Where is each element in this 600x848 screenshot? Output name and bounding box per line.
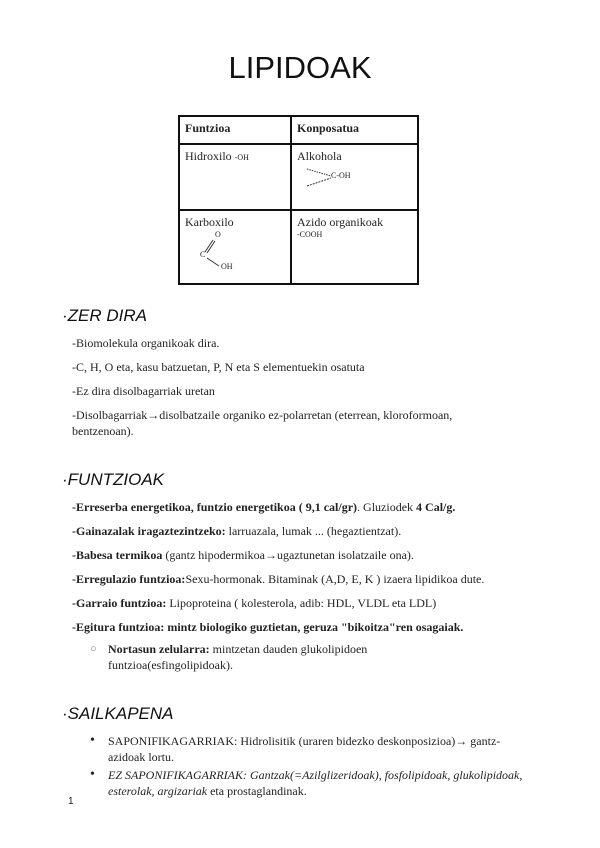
item-text: eta prostaglandinak. [207,784,307,798]
sub-list-item [90,641,408,673]
item-text: mintzetan dauden glukolipidoen funtzioa(esfingolipidoak). [108,642,368,672]
table-row [179,144,418,210]
item-bold: 4 Cal/g. [416,500,456,514]
section-sailkapena [0,703,600,799]
list-item [72,523,542,539]
table-cell [179,144,291,210]
formula: -COOH [297,230,323,239]
cell-text: Karboxilo [185,215,234,229]
heading-zer-dira: ·ZER DIRA [62,306,147,325]
header-konposatua: Konposatua [291,116,418,144]
page-number: 1 [68,796,74,807]
list-item: -C, H, O eta, kasu batzuetan, P, N eta S elementuekin osatuta [72,360,365,374]
item-text: SAPONIFIKAGARRIAK: Hidrolisitik (uraren bidezko deskonposizioa)→ gantz-azidoak lortu. [108,734,501,764]
formula: C-OH [331,171,351,180]
item-text: (gantz hipodermikoa→ugaztunetan isolatzaile ona). [162,548,414,562]
cell-text: Hidroxilo [185,149,235,163]
heading-funtzioak: ·FUNTZIOAK [62,470,164,489]
list-item [72,619,542,635]
formula-oh: OH [221,262,233,271]
functional-groups-table [178,115,419,285]
list-item: -Disolbagarriak→disolbatzaile organiko ez-polarretan (eterrean, kloroformoan, bentzenoan). [72,408,453,438]
bullet-icon: • [90,733,95,748]
formula-o: O [215,230,221,239]
list-item [72,571,542,587]
formula-c: C [200,250,206,259]
page-title: LIPIDOAK [228,50,372,85]
item-bold: -Babesa termikoa [72,548,163,562]
table-row [179,210,418,284]
item-bold: Nortasun zelularra: [108,642,210,656]
alcohol-diagram [297,164,412,188]
list-item [72,499,542,515]
list-item: -Ez dira disolbagarriak uretan [72,384,215,398]
circle-bullet-icon: ○ [90,643,97,655]
item-bold: -Erreserba energetikoa, funtzio energetikoa ( 9,1 cal/gr) [72,500,358,514]
item-bold: -Erregulazio funtzioa: [72,572,186,586]
header-funtzioa: Funtzioa [179,116,291,144]
cell-text: Alkohola [297,149,342,163]
section-funtzioak [0,469,600,673]
item-text: Lipoproteina ( kolesterola, adib: HDL, VLDL eta LDL) [166,596,437,610]
list-item [90,767,533,799]
item-italic: EZ SAPONIFIKAGARRIAK: Gantzak(=Azilglizeridoak), fosfolipidoak, glukolipidoak, esterolak, argizariak [108,768,523,798]
item-bold: -Gainazalak iragaztezintzeko: [72,524,226,538]
list-item [72,595,542,611]
table-header-row [179,116,418,144]
table-cell [291,210,418,284]
carboxyl-diagram [185,230,285,272]
item-text: Sexu-hormonak. Bitaminak (A,D, E, K ) izaera lipidikoa dute. [185,572,485,586]
item-bold: -Egitura funtzioa: mintz biologiko guztietan, geruza "bikoitza"ren osagaiak. [72,620,464,634]
item-text: . Gluziodek [357,500,417,514]
table-cell [291,144,418,210]
list-item [90,733,508,765]
item-text: larruazala, lumak ... (hegaztientzat). [225,524,402,538]
heading-sailkapena: ·SAILKAPENA [62,704,174,723]
list-item [72,547,542,563]
bullet-icon: • [90,767,95,782]
cell-text: Azido organikoak [297,215,384,229]
formula: -OH [234,153,249,162]
list-item: -Biomolekula organikoak dira. [72,336,220,350]
section-zer-dira [0,305,600,439]
item-bold: -Garraio funtzioa: [72,596,167,610]
table-cell [179,210,291,284]
